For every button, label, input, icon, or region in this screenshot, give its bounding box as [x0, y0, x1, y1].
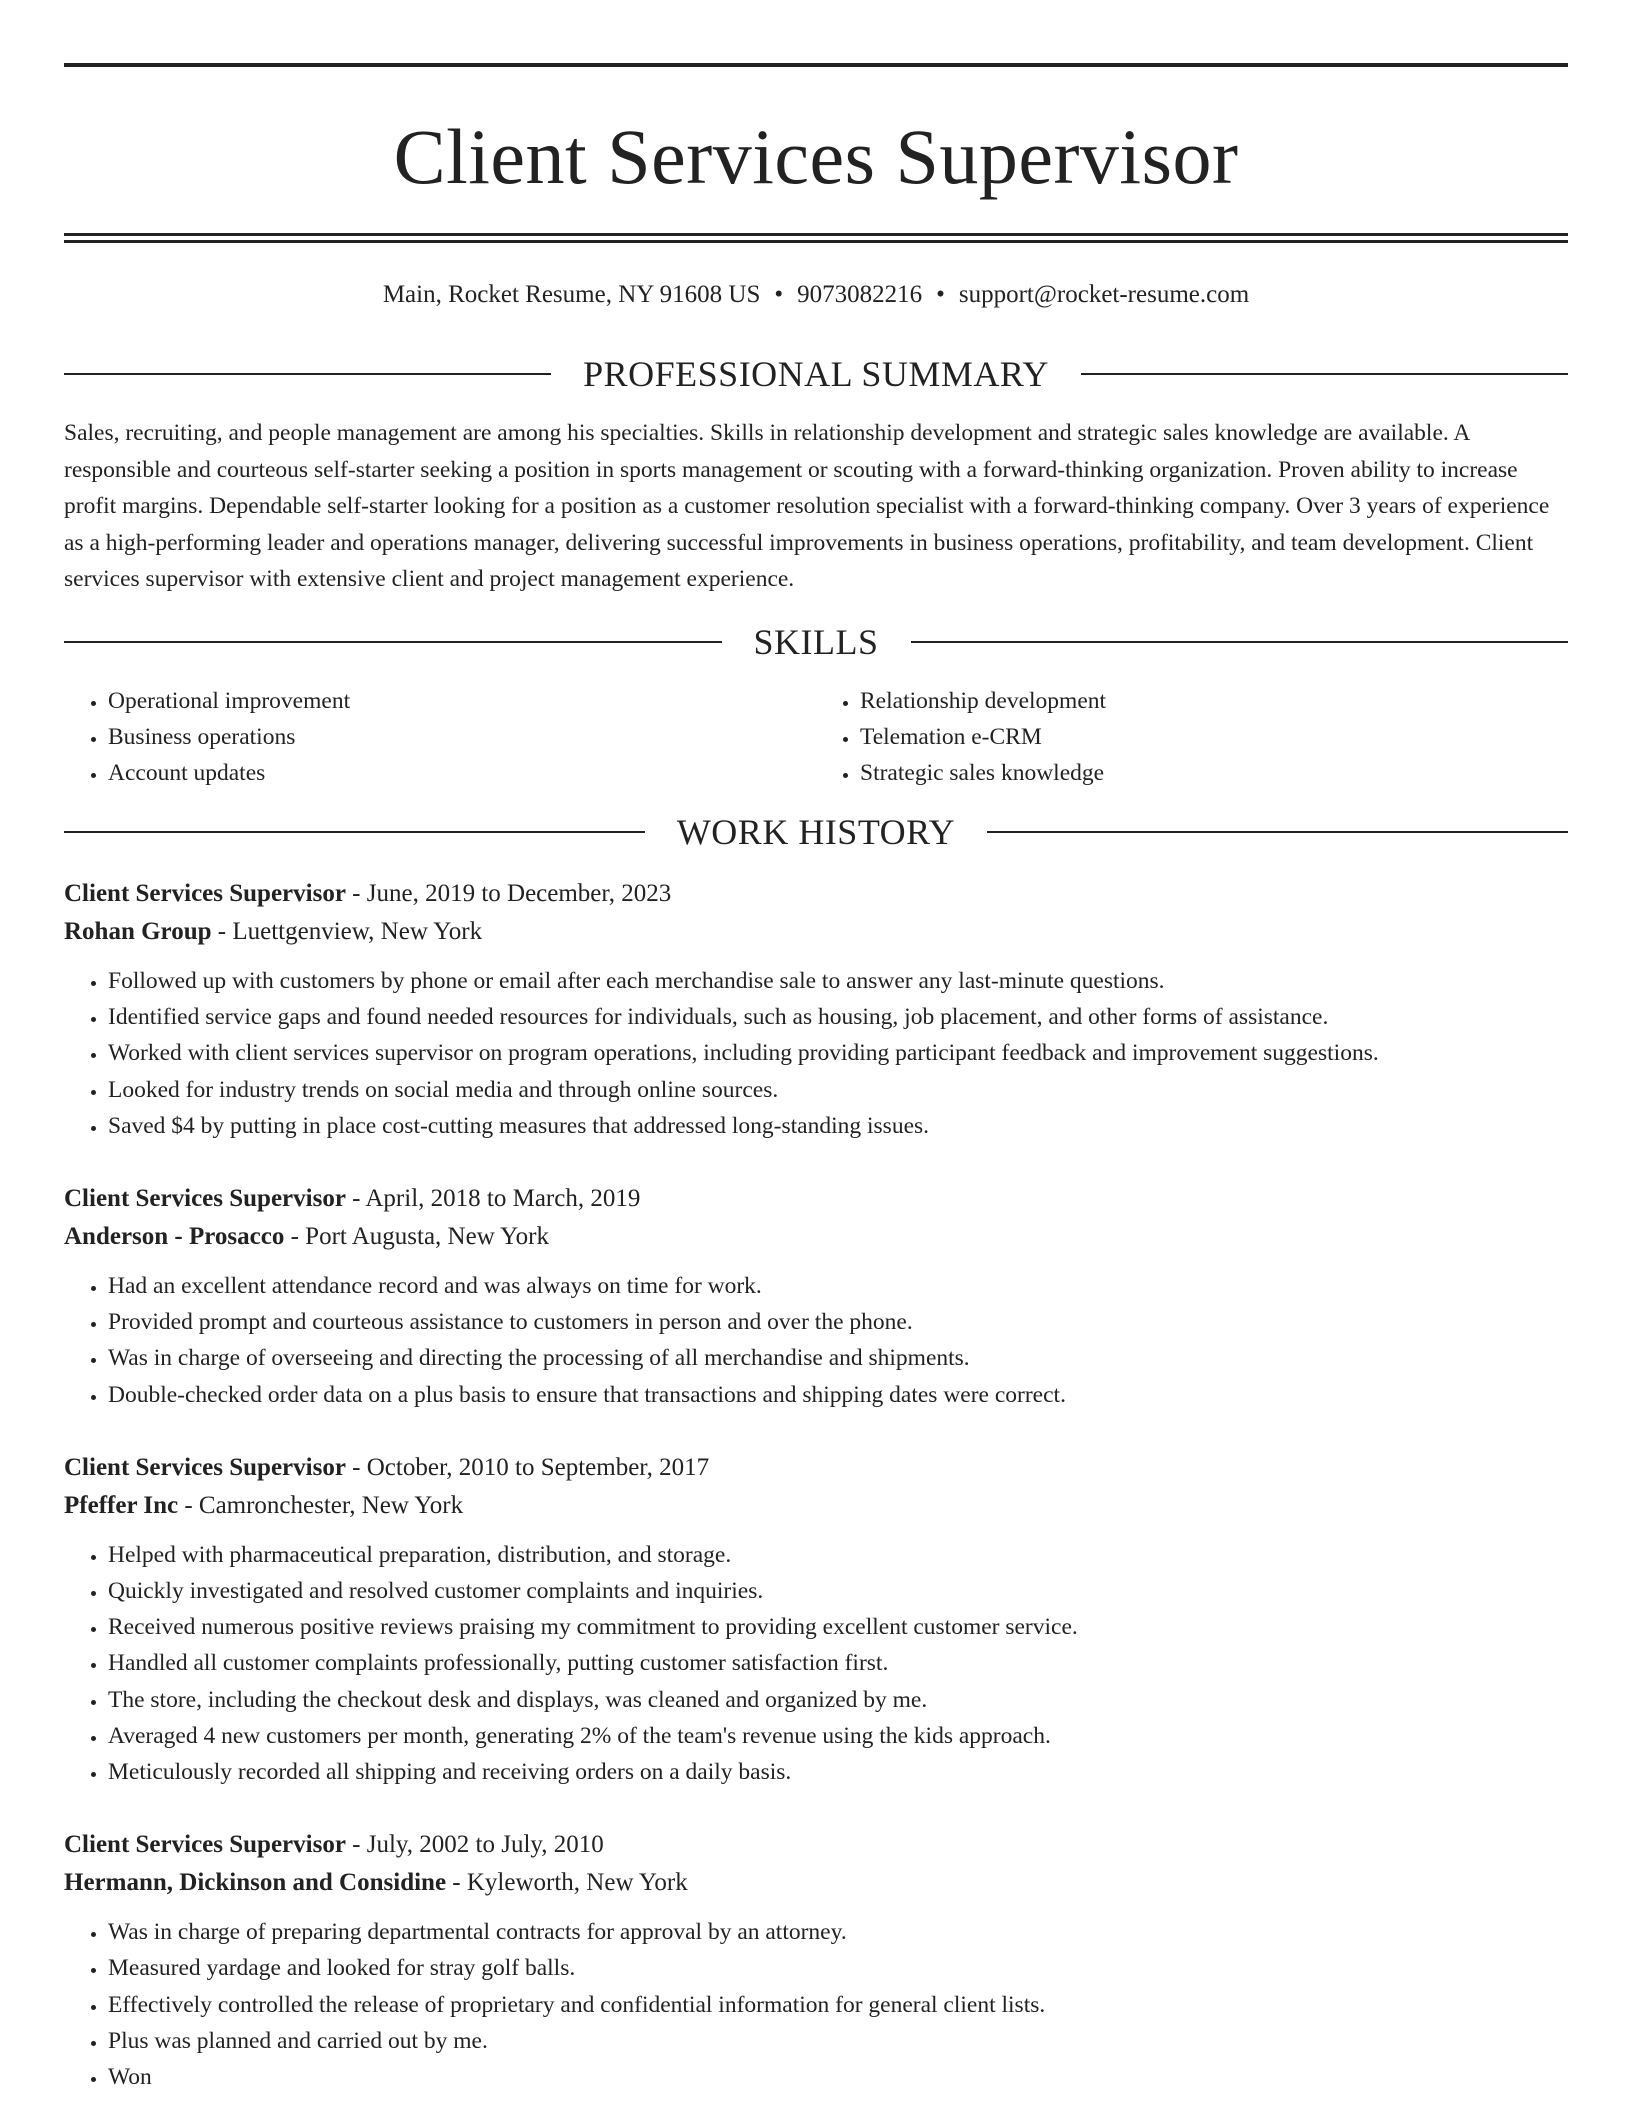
- skills-column-left: [64, 683, 816, 791]
- heading-rule-right: [1081, 373, 1568, 375]
- header-double-rule: [64, 233, 1568, 243]
- job-company-line: [64, 1218, 1568, 1256]
- skill-item: • Telemation e-CRM: [860, 719, 1568, 755]
- job-bullet: • Averaged 4 new customers per month, generating 2% of the team's revenue using the kids approach.: [108, 1718, 1568, 1754]
- heading-rule-left: [64, 831, 645, 833]
- job-title: Client Services Supervisor: [64, 1185, 346, 1213]
- job-entry: [64, 1180, 1568, 1413]
- job-bullet: • Identified service gaps and found needed resources for individuals, such as housing, job placement, and other forms of assistance.: [108, 999, 1568, 1035]
- job-entry: [64, 1826, 1568, 2095]
- job-bullets: [64, 1537, 1568, 1790]
- skills-column-right: [816, 683, 1568, 791]
- job-bullet: • Effectively controlled the release of proprietary and confidential information for general client lists.: [108, 1987, 1568, 2023]
- job-bullet: • The store, including the checkout desk and displays, was cleaned and organized by me.: [108, 1682, 1568, 1718]
- header-top-rule: [64, 63, 1568, 67]
- skills-list: [64, 683, 1568, 791]
- job-location: - Kyleworth, New York: [446, 1869, 688, 1897]
- job-bullet: • Provided prompt and courteous assistance to customers in person and over the phone.: [108, 1304, 1568, 1340]
- skill-item: • Strategic sales knowledge: [860, 755, 1568, 791]
- heading-rule-left: [64, 373, 551, 375]
- job-bullet: • Was in charge of preparing departmental contracts for approval by an attorney.: [108, 1914, 1568, 1950]
- heading-rule-left: [64, 641, 722, 643]
- job-bullet: • Meticulously recorded all shipping and receiving orders on a daily basis.: [108, 1754, 1568, 1790]
- job-dates: - October, 2010 to September, 2017: [345, 1453, 710, 1481]
- job-title: Client Services Supervisor: [64, 1831, 346, 1859]
- job-bullets: [64, 963, 1568, 1144]
- job-company: Hermann, Dickinson and Considine: [64, 1869, 447, 1897]
- section-heading-summary: [64, 353, 1568, 395]
- job-bullet: • Quickly investigated and resolved customer complaints and inquiries.: [108, 1573, 1568, 1609]
- job-company: Anderson - Prosacco: [64, 1223, 285, 1251]
- job-bullet: • Was in charge of overseeing and directing the processing of all merchandise and shipments.: [108, 1340, 1568, 1376]
- job-company-line: [64, 1487, 1568, 1525]
- job-bullet: • Double-checked order data on a plus basis to ensure that transactions and shipping dates were correct.: [108, 1377, 1568, 1413]
- contact-line: [64, 279, 1568, 311]
- job-bullet: • Looked for industry trends on social media and through online sources.: [108, 1072, 1568, 1108]
- heading-rule-right: [987, 831, 1568, 833]
- summary-paragraph: Sales, recruiting, and people management are among his specialties. Skills in relationship development and strategic sales knowledge are available. A responsible and courteous self-starter seeking a position in sports management or scouting with a forward-thinking organization. Proven ability to increase profit margins. Dependable self-starter looking for a position as a customer resolution specialist with a forward-thinking company. Over 3 years of experience as a high-performing leader and operations manager, delivering successful improvements in business operations, profitability, and team development. Client services supervisor with extensive client and project management experience.: [64, 420, 1550, 592]
- section-heading-work: [64, 811, 1568, 853]
- job-bullets: [64, 1268, 1568, 1413]
- section-title-skills: SKILLS: [753, 622, 879, 662]
- job-entry: [64, 875, 1568, 1144]
- job-entry: [64, 1449, 1568, 1790]
- job-bullet: • Worked with client services supervisor on program operations, including providing participant feedback and improvement suggestions.: [108, 1035, 1568, 1071]
- job-dates: - April, 2018 to March, 2019: [345, 1185, 641, 1213]
- job-title: Client Services Supervisor: [64, 880, 346, 907]
- contact-email: support@rocket-resume.com: [958, 281, 1250, 308]
- job-title: Client Services Supervisor: [64, 1453, 346, 1481]
- job-company: Pfeffer Inc: [64, 1491, 179, 1519]
- job-bullet: • Helped with pharmaceutical preparation, distribution, and storage.: [108, 1537, 1568, 1573]
- skill-item: • Account updates: [108, 755, 816, 791]
- contact-separator: •: [936, 281, 945, 308]
- job-dates: - June, 2019 to December, 2023: [345, 880, 672, 907]
- skill-item: • Business operations: [108, 719, 816, 755]
- section-title-summary: PROFESSIONAL SUMMARY: [583, 354, 1049, 394]
- job-bullet: • Handled all customer complaints professionally, putting customer satisfaction first.: [108, 1645, 1568, 1681]
- job-bullet: • Received numerous positive reviews praising my commitment to providing excellent customer service.: [108, 1609, 1568, 1645]
- job-bullet: • Measured yardage and looked for stray golf balls.: [108, 1950, 1568, 1986]
- job-bullet: • Followed up with customers by phone or email after each merchandise sale to answer any last-minute questions.: [108, 963, 1568, 999]
- job-title-line: [64, 1826, 1568, 1864]
- job-bullet: • Had an excellent attendance record and was always on time for work.: [108, 1268, 1568, 1304]
- heading-rule-right: [911, 641, 1569, 643]
- job-location: - Camronchester, New York: [178, 1491, 464, 1519]
- job-title-line: [64, 875, 1568, 913]
- skill-item: • Operational improvement: [108, 683, 816, 719]
- job-location: - Luettgenview, New York: [211, 918, 483, 945]
- section-title-work: WORK HISTORY: [676, 812, 956, 852]
- job-company-line: [64, 913, 1568, 951]
- job-bullet: • Saved $4 by putting in place cost-cutting measures that addressed long-standing issues.: [108, 1108, 1568, 1144]
- job-title-line: [64, 1449, 1568, 1487]
- job-bullet: • Plus was planned and carried out by me.: [108, 2023, 1568, 2059]
- contact-separator: •: [774, 281, 784, 308]
- job-bullet: • Won: [108, 2059, 1568, 2095]
- resume-name: Client Services Supervisor: [393, 113, 1239, 200]
- job-company: Rohan Group: [64, 918, 212, 945]
- job-title-line: [64, 1180, 1568, 1218]
- contact-address: Main, Rocket Resume, NY 91608 US: [382, 281, 761, 308]
- job-location: - Port Augusta, New York: [284, 1223, 549, 1251]
- skill-item: • Relationship development: [860, 683, 1568, 719]
- job-bullets: [64, 1914, 1568, 2095]
- job-company-line: [64, 1864, 1568, 1902]
- contact-phone: 9073082216: [797, 281, 923, 308]
- section-heading-skills: [64, 621, 1568, 663]
- job-dates: - July, 2002 to July, 2010: [345, 1831, 604, 1859]
